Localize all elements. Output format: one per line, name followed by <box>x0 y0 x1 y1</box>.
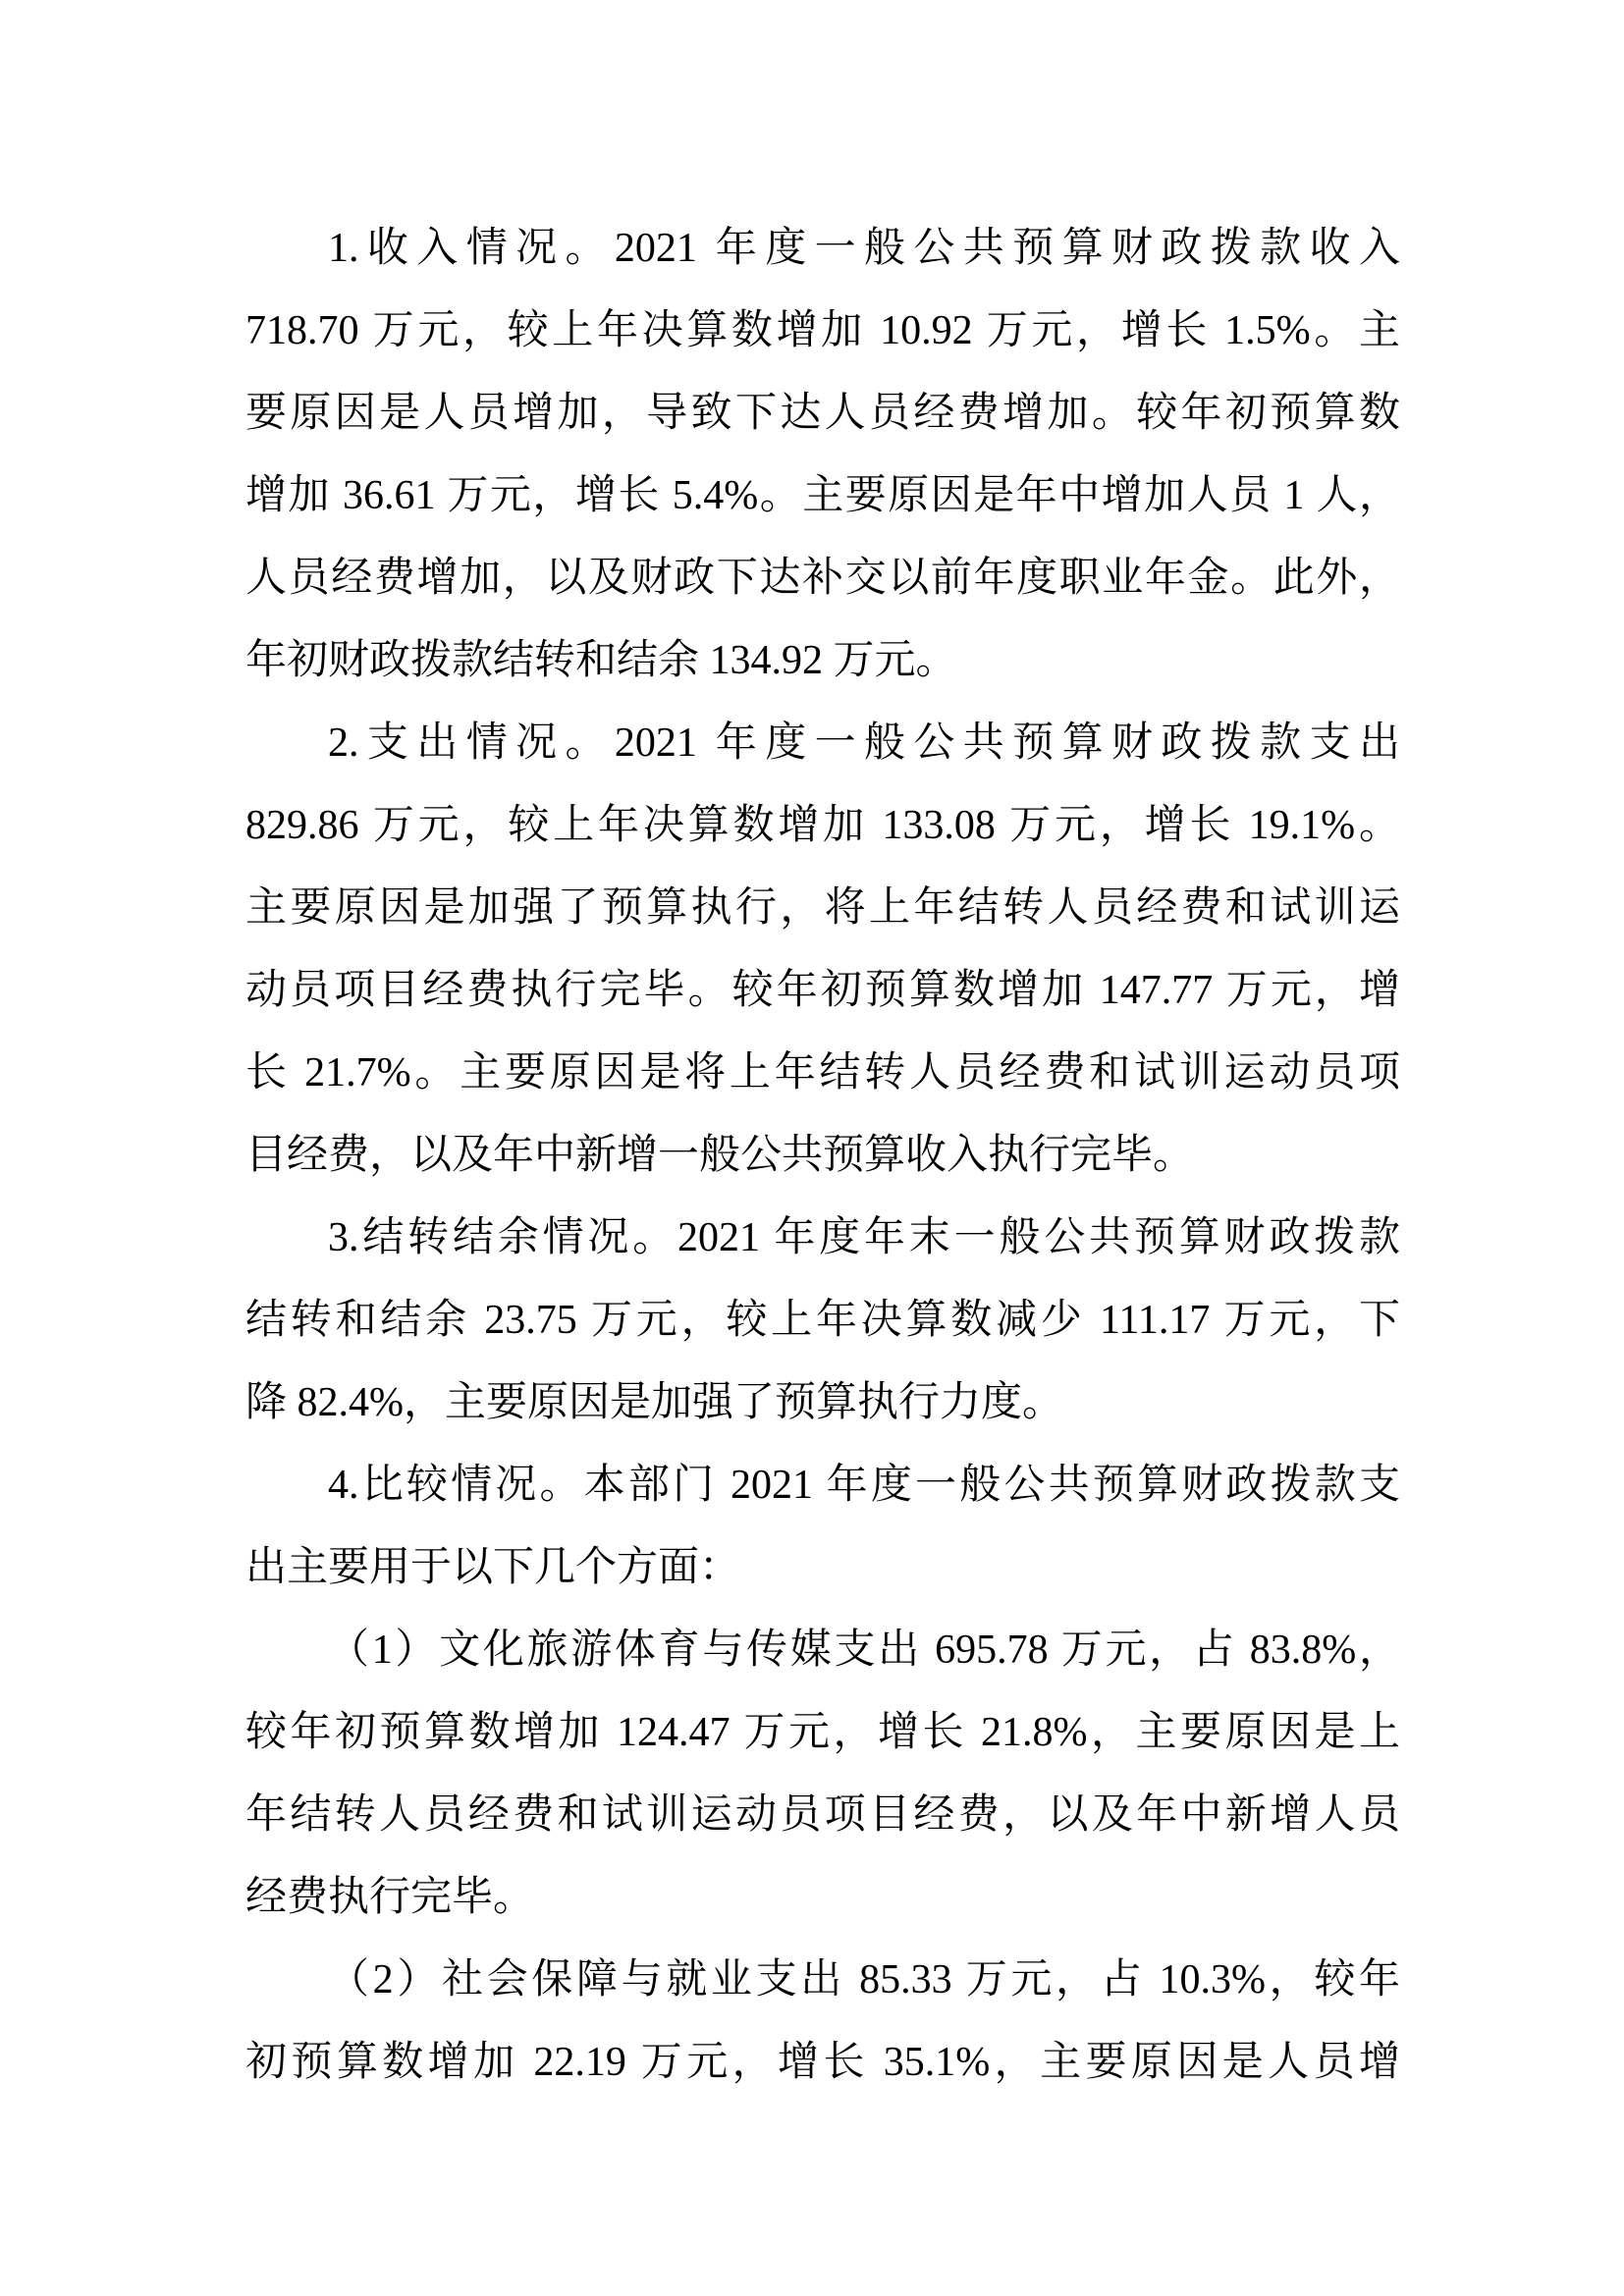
text-line: 829.86 万元，较上年决算数增加 133.08 万元，增长 19.1%。 <box>245 803 1400 848</box>
text-line: 目经费，以及年中新增一般公共预算收入执行完毕。 <box>245 1133 1195 1178</box>
text-line: 动员项目经费执行完毕。较年初预算数增加 147.77 万元，增 <box>245 968 1400 1013</box>
text-line: 出主要用于以下几个方面： <box>245 1545 741 1590</box>
text-line: （2）社会保障与就业支出 85.33 万元，占 10.3%，较年 <box>328 1957 1400 2002</box>
text-line: （1）文化旅游体育与传媒支出 695.78 万元，占 83.8%， <box>328 1628 1400 1673</box>
text-line: 2.支出情况。2021 年度一般公共预算财政拨款支出 <box>328 721 1400 766</box>
text-line: 718.70 万元，较上年决算数增加 10.92 万元，增长 1.5%。主 <box>245 308 1400 353</box>
document-text <box>245 207 1400 2104</box>
text-line: 年结转人员经费和试训运动员项目经费，以及年中新增人员 <box>245 1792 1400 1838</box>
text-line: 初预算数增加 22.19 万元，增长 35.1%，主要原因是人员增 <box>245 2040 1400 2085</box>
text-line: 年初财政拨款结转和结余 134.92 万元。 <box>245 638 957 683</box>
text-line: 长 21.7%。主要原因是将上年结转人员经费和试训运动员项 <box>245 1050 1400 1095</box>
text-line: 较年初预算数增加 124.47 万元，增长 21.8%，主要原因是上 <box>245 1710 1400 1755</box>
text-line: 要原因是人员增加，导致下达人员经费增加。较年初预算数 <box>245 391 1400 436</box>
text-line: 增加 36.61 万元，增长 5.4%。主要原因是年中增加人员 1 人， <box>245 473 1400 518</box>
text-line: 主要原因是加强了预算执行，将上年结转人员经费和试训运 <box>245 885 1400 931</box>
text-line: 人员经费增加，以及财政下达补交以前年度职业年金。此外， <box>245 556 1400 601</box>
text-line: 1.收入情况。2021 年度一般公共预算财政拨款收入 <box>328 226 1400 271</box>
text-line: 3.结转结余情况。2021 年度年末一般公共预算财政拨款 <box>328 1215 1400 1260</box>
text-line: 结转和结余 23.75 万元，较上年决算数减少 111.17 万元，下 <box>245 1298 1400 1343</box>
text-line: 4.比较情况。本部门 2021 年度一般公共预算财政拨款支 <box>328 1463 1400 1508</box>
text-line: 经费执行完毕。 <box>245 1875 535 1920</box>
text-line: 降 82.4%，主要原因是加强了预算执行力度。 <box>245 1380 1063 1425</box>
